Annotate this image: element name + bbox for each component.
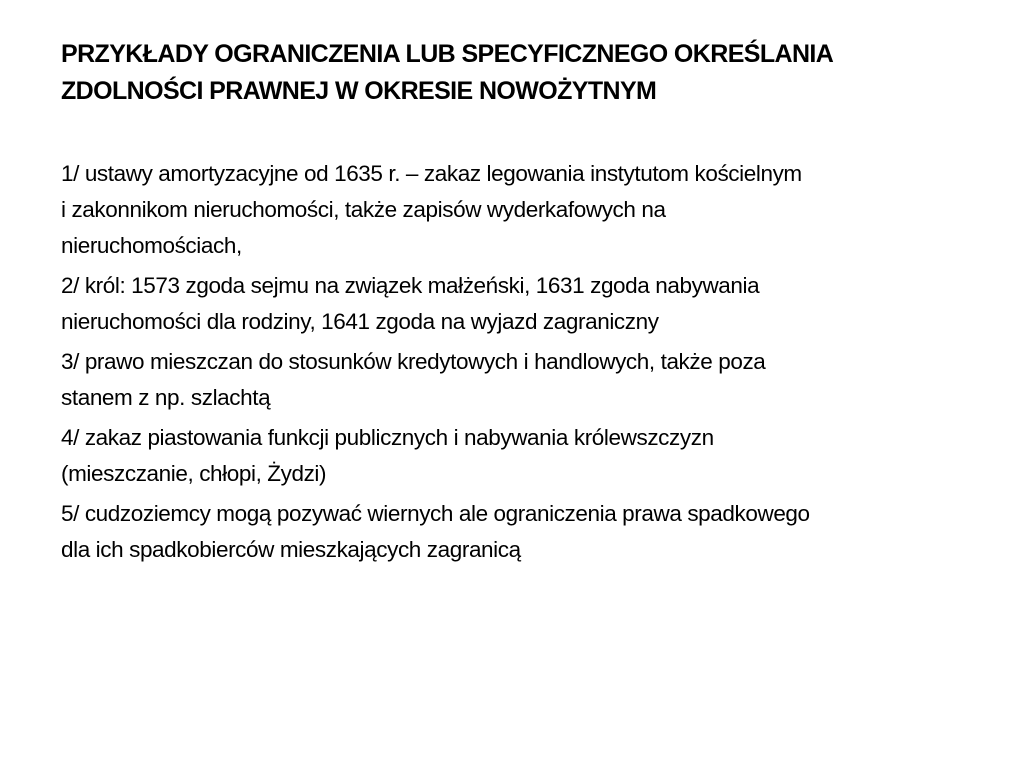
- point-4-line-1: 4/ zakaz piastowania funkcji publicznych i nabywania królewszczyzn: [61, 425, 714, 450]
- point-2-line-2: nieruchomości dla rodziny, 1641 zgoda na wyjazd zagraniczny: [61, 309, 659, 334]
- point-1: [61, 156, 966, 264]
- point-1-line-3: nieruchomościach,: [61, 233, 242, 258]
- point-2-line-1: 2/ król: 1573 zgoda sejmu na związek małżeński, 1631 zgoda nabywania: [61, 273, 760, 298]
- point-5-line-2: dla ich spadkobierców mieszkających zagranicą: [61, 537, 521, 562]
- slide-title: [61, 36, 981, 110]
- point-4: [61, 420, 966, 492]
- point-3: [61, 344, 966, 416]
- point-3-line-1: 3/ prawo mieszczan do stosunków kredytowych i handlowych, także poza: [61, 349, 766, 374]
- point-5: [61, 496, 966, 568]
- point-2: [61, 268, 966, 340]
- point-1-line-1: 1/ ustawy amortyzacyjne od 1635 r. – zakaz legowania instytutom kościelnym: [61, 161, 802, 186]
- slide-title-line-2: ZDOLNOŚCI PRAWNEJ W OKRESIE NOWOŻYTNYM: [61, 77, 657, 105]
- point-1-line-2: i zakonnikom nieruchomości, także zapisów wyderkafowych na: [61, 197, 666, 222]
- slide-body: [61, 156, 966, 572]
- point-4-line-2: (mieszczanie, chłopi, Żydzi): [61, 461, 327, 486]
- point-3-line-2: stanem z np. szlachtą: [61, 385, 271, 410]
- slide-title-line-1: PRZYKŁADY OGRANICZENIA LUB SPECYFICZNEGO OKREŚLANIA: [61, 40, 834, 68]
- point-5-line-1: 5/ cudzoziemcy mogą pozywać wiernych ale ograniczenia prawa spadkowego: [61, 501, 810, 526]
